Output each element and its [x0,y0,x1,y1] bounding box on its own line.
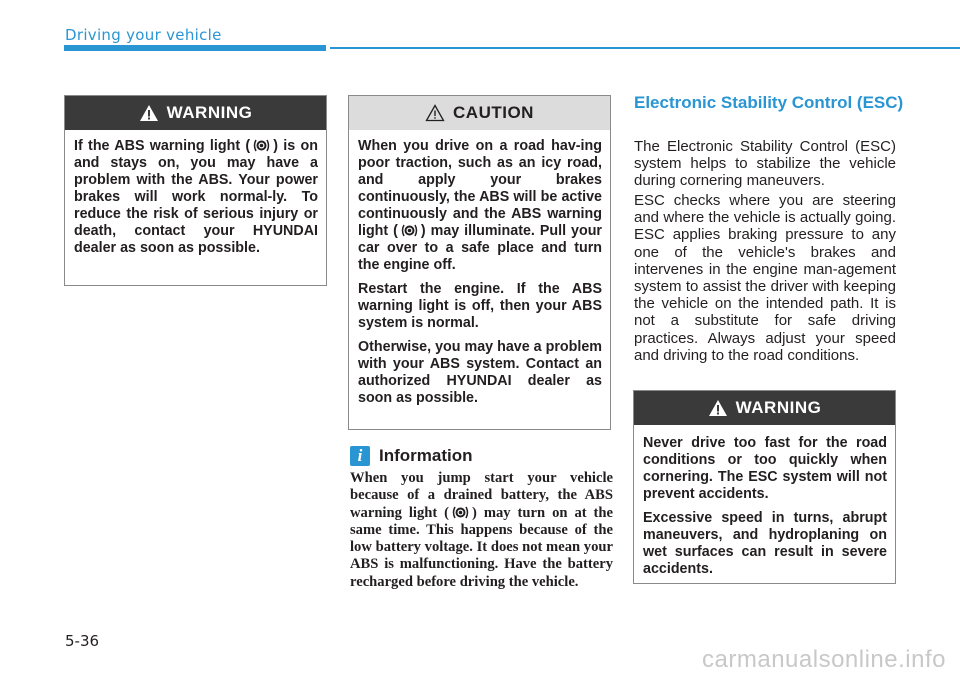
caution-paragraph-2: Restart the engine. If the ABS warning light is off, then your ABS system is normal. [358,281,602,331]
caution-paragraph-1: When you drive on a road hav-ing poor traction, such as an icy road, and apply your brakes continuously, the ABS will be active continuously and the ABS warning light ( ) may illuminate. Pull your car over to a safe place and turn the engine off. [358,138,602,273]
header-rule-thick [64,45,326,51]
esc-section-title: Electronic Stability Control (ESC) [634,93,904,112]
abs-warning-box [64,95,327,286]
abs-warning-light-icon [452,505,469,520]
abs-warning-light-icon [401,223,418,238]
abs-caution-box [348,95,611,430]
information-header [350,446,473,466]
esc-warning-paragraph-2: Excessive speed in turns, abrupt maneuvers, and hydroplaning on wet surfaces can result in severe accidents. [643,510,887,577]
abs-warning-light-icon [253,138,270,153]
warning-triangle-icon [708,399,728,417]
header-rule-thin [330,47,960,49]
warning-heading: WARNING [166,103,253,122]
warning-text: If the ABS warning light ( ) is on and stays on, you may have a problem with the ABS. Your power brakes will work normal-ly. To reduce the risk of serious injury or death, contact your HYUNDAI dealer as soon as possible. [74,138,318,256]
caution-paragraph-3: Otherwise, you may have a problem with your ABS system. Contact an authorized HYUNDAI dealer as soon as possible. [358,339,602,406]
caution-triangle-icon [425,104,445,122]
section-title: Driving your vehicle [65,26,222,44]
warning-heading: WARNING [735,398,822,417]
esc-paragraph-1: The Electronic Stability Control (ESC) system helps to stabilize the vehicle during cornering maneuvers. [634,138,896,190]
information-title: Information [379,446,473,465]
warning-header [634,391,895,425]
esc-warning-box [633,390,896,584]
caution-heading: CAUTION [453,103,534,122]
watermark: carmanualsonline.info [702,646,946,673]
warning-triangle-icon [139,104,159,122]
page-number: 5-36 [65,632,100,650]
info-icon: i [350,446,370,466]
esc-paragraph-2: ESC checks where you are steering and where the vehicle is actually going. ESC applies braking pressure to any one of the vehicle's brakes and intervenes in the engine man-agement system to assist the driver with keeping the vehicle on the intended path. It is not a substitute for safe driving practices. Always adjust your speed and driving to the road conditions. [634,192,896,364]
caution-header [349,96,610,130]
esc-warning-paragraph-1: Never drive too fast for the road conditions or too quickly when cornering. The ESC system will not prevent accidents. [643,435,887,502]
warning-header [65,96,326,130]
information-text: When you jump start your vehicle because of a drained battery, the ABS warning light ( ) may turn on at the same time. This happens because of the low battery voltage. It does not mean your ABS is malfunctioning. Have the battery recharged before driving the vehicle. [350,470,613,590]
